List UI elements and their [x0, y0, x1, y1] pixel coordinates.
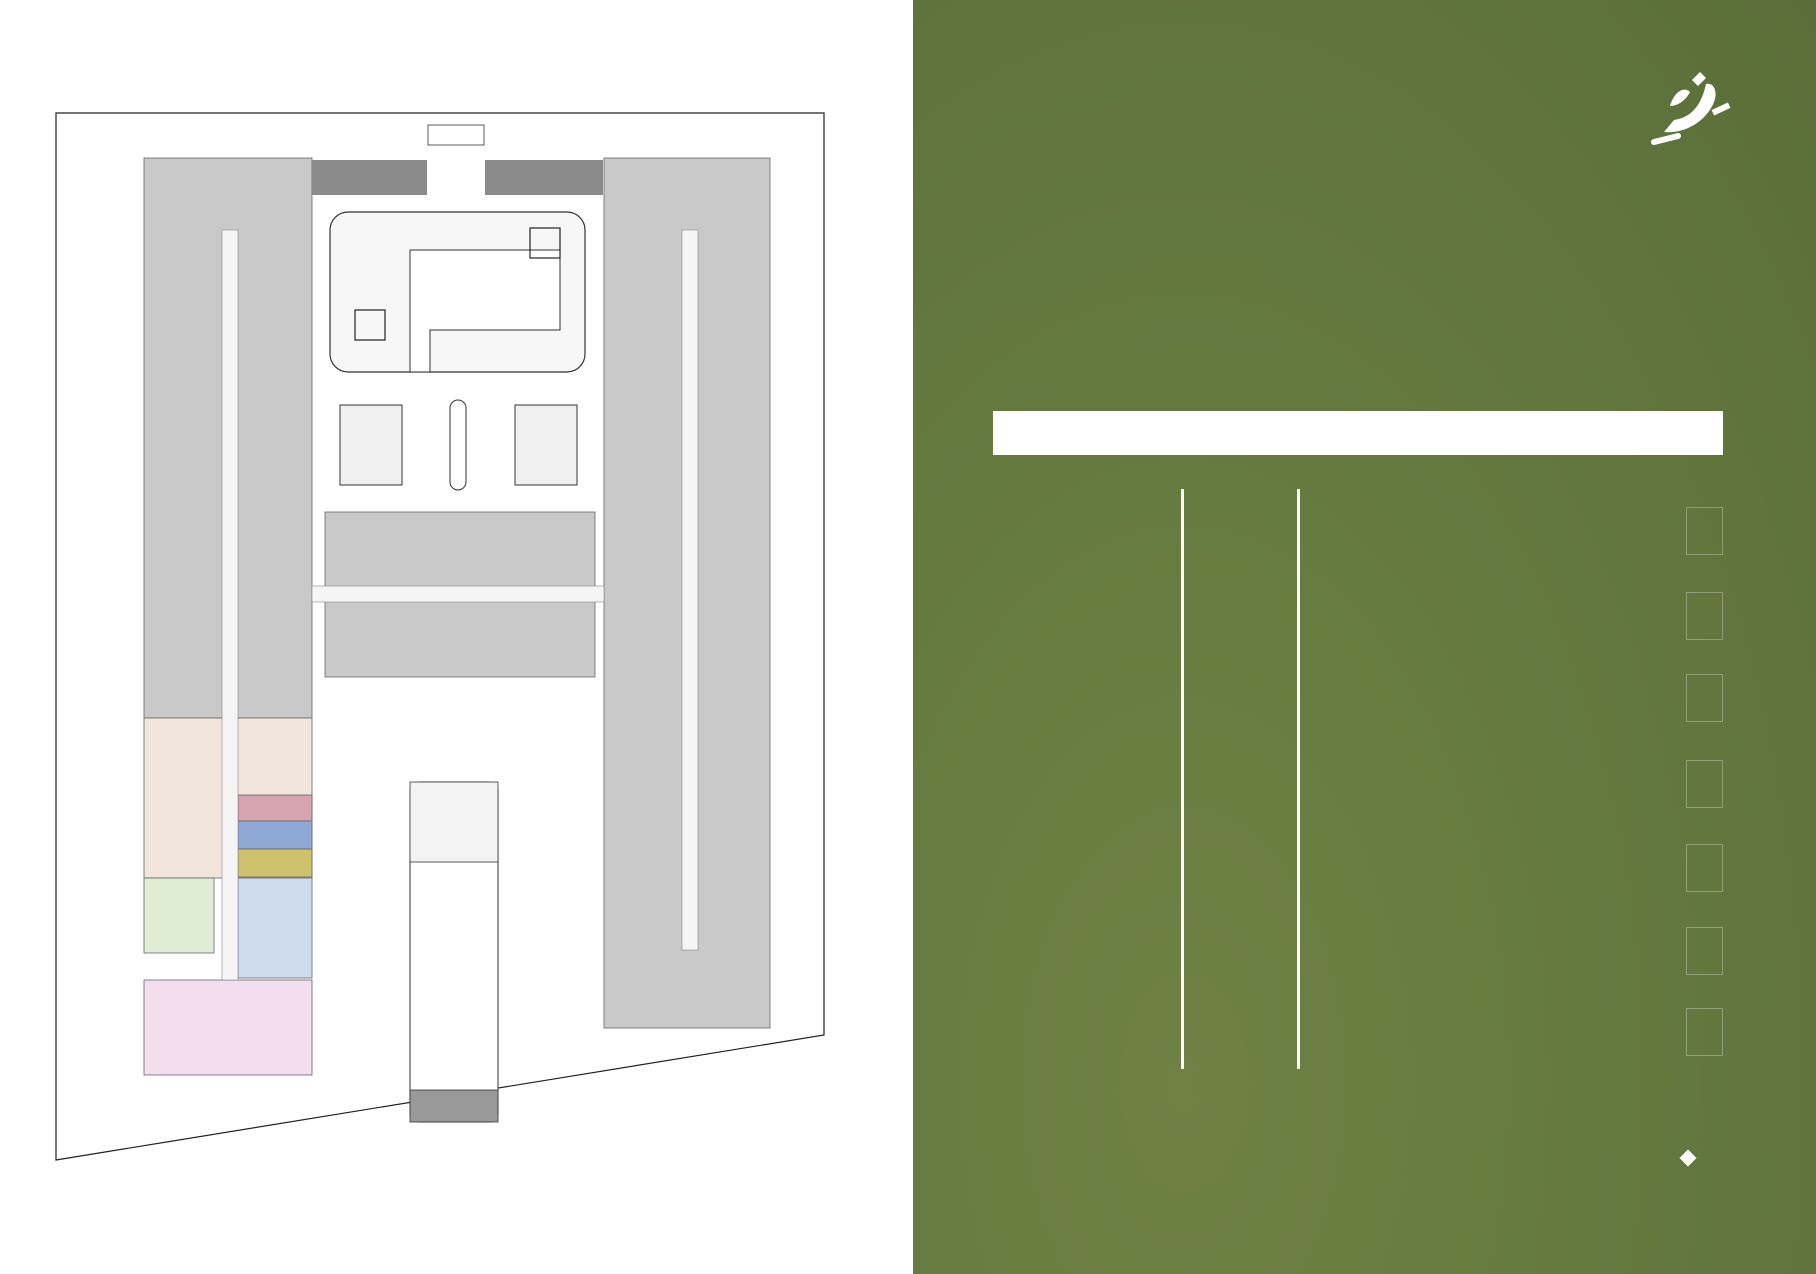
color-swatch: [1686, 507, 1723, 555]
table-row: [913, 750, 1816, 810]
info-panel: [913, 0, 1816, 1274]
bullet-icon: [1680, 1150, 1697, 1167]
color-swatch: [1686, 674, 1723, 722]
color-swatch: [1686, 844, 1723, 892]
table-header: [993, 411, 1723, 455]
brand-logo: [1534, 62, 1734, 152]
color-swatch: [1686, 1008, 1723, 1056]
logo-mark-icon: [1644, 62, 1734, 152]
table-row: [913, 664, 1816, 724]
table-row: [913, 497, 1816, 557]
table-row: [913, 917, 1816, 977]
table-row: [913, 1002, 1816, 1062]
color-swatch: [1686, 760, 1723, 808]
color-swatch: [1686, 927, 1723, 975]
table-row: [913, 834, 1816, 894]
table-row: [913, 582, 1816, 642]
color-swatch: [1686, 592, 1723, 640]
